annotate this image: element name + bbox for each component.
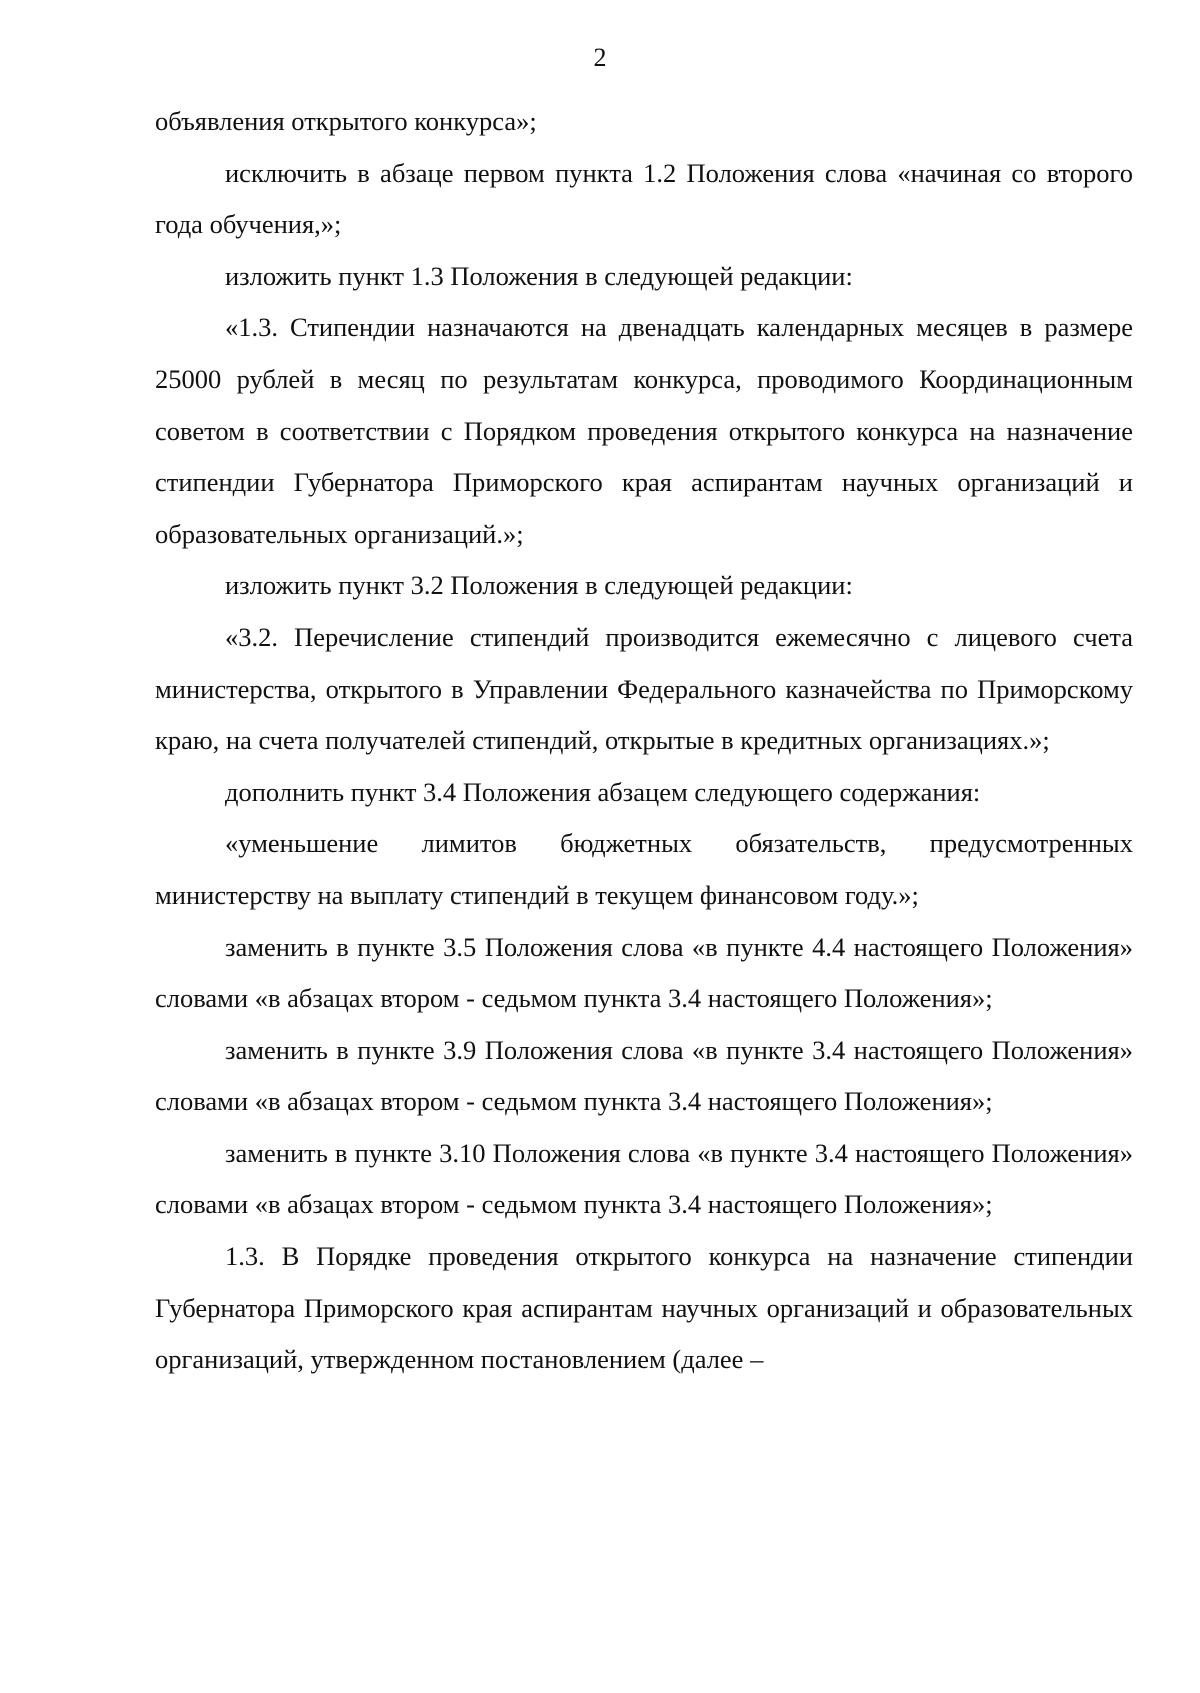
- paragraph: «3.2. Перечисление стипендий производится ежемесячно с лицевого счета министерства, открытого в Управлении Федерального казначейства по Приморскому краю, на счета получателей стипендий, открытые в кредитных организациях.»;: [155, 621, 1133, 756]
- paragraph: изложить пункт 1.3 Положения в следующей редакции:: [225, 260, 853, 291]
- page-number: 2: [593, 43, 607, 72]
- paragraph: заменить в пункте 3.9 Положения слова «в пункте 3.4 настоящего Положения» словами «в абзацах втором - седьмом пункта 3.4 настоящего Положения»;: [155, 1034, 1133, 1117]
- paragraph: объявления открытого конкурса»;: [155, 106, 537, 136]
- paragraph: «1.3. Стипендии назначаются на двенадцать календарных месяцев в размере 25000 рублей в месяц по результатам конкурса, проводимого Координационным советом в соответствии с Порядком проведения открытого конкурса на назначение стипендии Губернатора Приморского края аспирантам научных организаций и образовательных организаций.»;: [155, 312, 1133, 549]
- paragraph: заменить в пункте 3.5 Положения слова «в пункте 4.4 настоящего Положения» словами «в абзацах втором - седьмом пункта 3.4 настоящего Положения»;: [155, 931, 1133, 1014]
- paragraph: изложить пункт 3.2 Положения в следующей редакции:: [225, 570, 853, 601]
- section-paragraph: 1.3. В Порядке проведения открытого конкурса на назначение стипендии Губернатора Приморского края аспирантам научных организаций и образовательных организаций, утвержденном постановлением (далее –: [155, 1241, 1133, 1375]
- paragraph: дополнить пункт 3.4 Положения абзацем следующего содержания:: [225, 776, 981, 807]
- paragraph: исключить в абзаце первом пункта 1.2 Положения слова «начиная со второго года обучения,»;: [155, 157, 1133, 240]
- paragraph: заменить в пункте 3.10 Положения слова «в пункте 3.4 настоящего Положения» словами «в абзацах втором - седьмом пункта 3.4 настоящего Положения»;: [155, 1137, 1133, 1220]
- document-body: [155, 96, 1133, 1386]
- paragraph: «уменьшение лимитов бюджетных обязательств, предусмотренных министерству на выплату стипендий в текущем финансовом году.»;: [155, 828, 1133, 910]
